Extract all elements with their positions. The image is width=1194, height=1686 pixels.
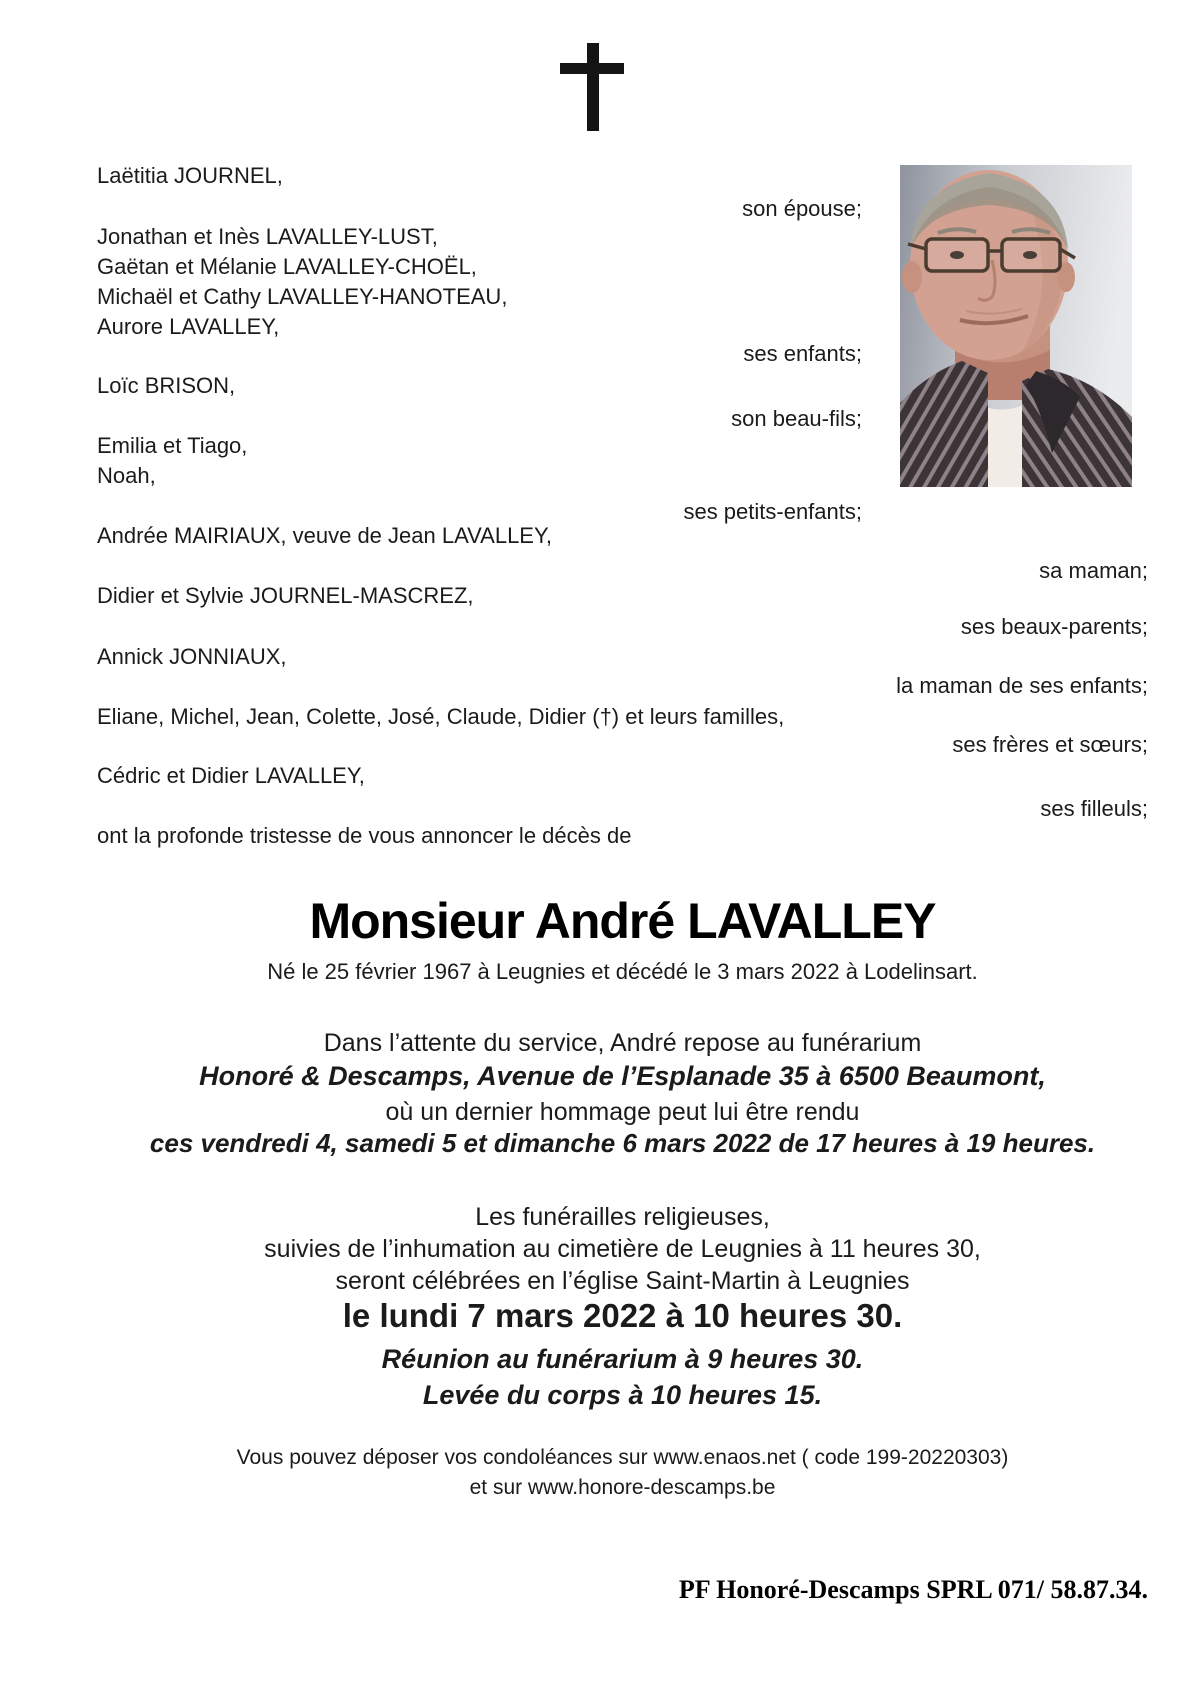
condolences-line-2: et sur www.honore-descamps.be (469, 1476, 776, 1499)
family-names-line: Noah, (97, 463, 156, 488)
family-names-line: Loïc BRISON, (97, 373, 236, 398)
cross-vertical-bar (587, 43, 599, 131)
family-names-line: Michaël et Cathy LAVALLEY-HANOTEAU, (97, 284, 508, 309)
meeting-line: Réunion au funérarium à 9 heures 30. (381, 1344, 864, 1374)
relation-label-grandchildren: ses petits-enfants; (683, 499, 862, 524)
funeral-home-footer: PF Honoré-Descamps SPRL 071/ 58.87.34. (678, 1575, 1148, 1604)
service-line-1: Dans l’attente du service, André repose au funérarium (323, 1029, 922, 1057)
relation-label-godsons: ses filleuls; (1040, 796, 1148, 821)
relation-label-inlaws: ses beaux-parents; (960, 614, 1148, 639)
family-names-line: Eliane, Michel, Jean, Colette, José, Claude, Didier (†) et leurs familles, (97, 704, 785, 729)
family-names-line: Gaëtan et Mélanie LAVALLEY-CHOËL, (97, 254, 477, 279)
portrait-photo (900, 165, 1132, 487)
levee-line: Levée du corps à 10 heures 15. (422, 1380, 823, 1410)
cross-horizontal-bar (560, 63, 624, 74)
deceased-name-title: Monsieur André LAVALLEY (309, 893, 936, 949)
family-names-line: Andrée MAIRIAUX, veuve de Jean LAVALLEY, (97, 523, 552, 548)
family-names-line: Annick JONNIAUX, (97, 644, 287, 669)
life-dates-line: Né le 25 février 1967 à Leugnies et décédé le 3 mars 2022 à Lodelinsart. (267, 959, 978, 984)
relation-label-stepson: son beau-fils; (731, 406, 862, 431)
visitation-dates-line: ces vendredi 4, samedi 5 et dimanche 6 mars 2022 de 17 heures à 19 heures. (149, 1128, 1096, 1158)
condolences-line-1: Vous pouvez déposer vos condoléances sur www.enaos.net ( code 199-20220303) (236, 1446, 1009, 1469)
relation-label-children: ses enfants; (743, 341, 862, 366)
service-line-3: où un dernier hommage peut lui être rendu (385, 1098, 860, 1126)
family-names-line: Laëtitia JOURNEL, (97, 163, 283, 188)
family-names-line: Emilia et Tiago, (97, 433, 248, 458)
funeral-line-3: seront célébrées en l’église Saint-Martin à Leugnies (335, 1267, 910, 1295)
relation-label-siblings: ses frères et sœurs; (952, 732, 1148, 757)
family-names-line: Jonathan et Inès LAVALLEY-LUST, (97, 224, 438, 249)
cross-icon (560, 43, 624, 131)
funeral-line-1: Les funérailles religieuses, (475, 1203, 770, 1231)
family-names-line: Cédric et Didier LAVALLEY, (97, 763, 365, 788)
relation-label-mother: sa maman; (1039, 558, 1148, 583)
announcement-line: ont la profonde tristesse de vous annoncer le décès de (97, 823, 632, 848)
relation-label-mother-of-children: la maman de ses enfants; (896, 673, 1148, 698)
funeral-date-line: le lundi 7 mars 2022 à 10 heures 30. (342, 1297, 903, 1334)
funeral-line-2: suivies de l’inhumation au cimetière de Leugnies à 11 heures 30, (264, 1235, 981, 1263)
relation-label-spouse: son épouse; (742, 196, 862, 221)
family-names-line: Aurore LAVALLEY, (97, 314, 280, 339)
family-names-line: Didier et Sylvie JOURNEL-MASCREZ, (97, 583, 474, 608)
funeral-home-address-line: Honoré & Descamps, Avenue de l’Esplanade 35 à 6500 Beaumont, (199, 1061, 1046, 1091)
